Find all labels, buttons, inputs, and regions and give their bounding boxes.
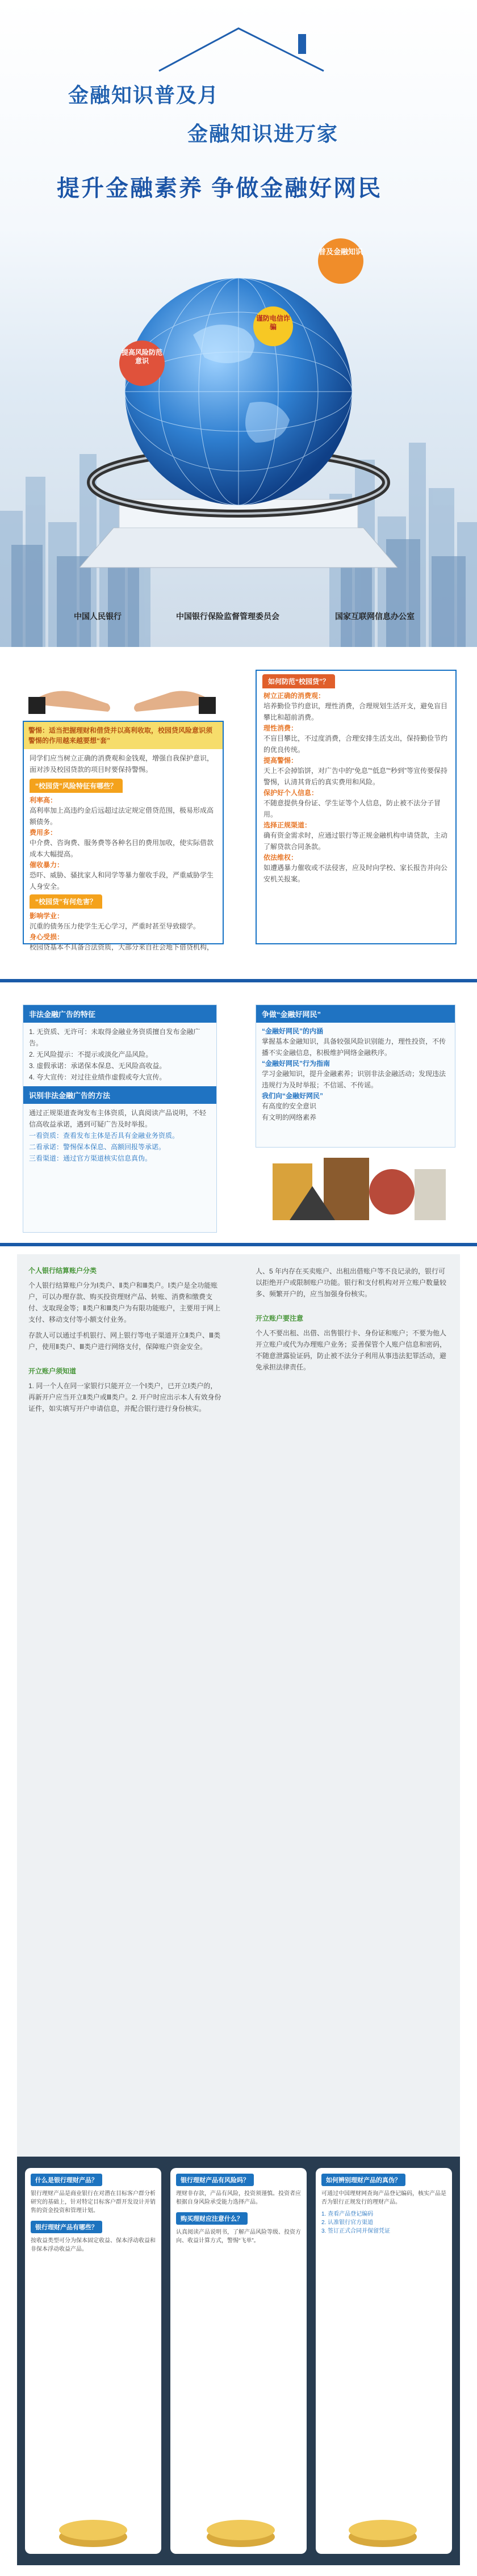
p6-text: 如遭遇暴力催收或不法侵害，应及时向学校、家长报告并向公安机关报案。 [263,864,448,883]
s2-heading: 开立账户须知道 [28,1367,77,1375]
coins-illustration [25,2497,452,2554]
h1-heading: 影响学业： [30,912,64,920]
p5-heading: 选择正规渠道： [263,821,312,829]
issuer-pboc: 中国人民银行 [74,612,122,621]
q1-tab: “校园贷”风险特征有哪些？ [30,779,123,793]
c1-text: 银行理财产品是商业银行在对潜在目标客户群分析研究的基础上，针对特定目标客户群开发设计并销售的资金投资和管理计划。 [31,2191,156,2214]
identify-step: 三看渠道：通过官方渠道核实信息真伪。 [29,1154,152,1162]
illegal-ad-item: 4. 夸大宣传：对过往业绩作虚假或夸大宣传。 [29,1073,166,1081]
p4-text: 不随意提供身份证、学生证等个人信息，防止被不法分子冒用。 [263,799,441,818]
pointing-hands-icon [28,670,216,721]
c3-list-item: 1. 查看产品登记编码 [321,2211,374,2217]
r3-heading: 我们向“金融好网民” [262,1092,324,1100]
netizen-right-card [256,1005,455,1148]
bubble-risk: 提高风险防范意识 [119,341,165,386]
h2-text: 校园贷基本不具备合法资质，大部分来自社会地下借贷机构， [30,943,214,951]
illegal-ad-heading: 非法金融广告的特征 [23,1005,216,1023]
campus-right-panel [256,670,457,944]
netizen-section [0,987,477,1237]
s1-text-2: 存款人可以通过手机银行、网上银行等电子渠道开立Ⅱ类户、Ⅲ类户，使用Ⅱ类户、Ⅲ类户进行网络支付，保障账户资金安全。 [28,1331,221,1351]
good-netizen-heading: 争做“金融好网民” [256,1005,455,1023]
p3-text: 天上不会掉馅饼，对广告中的“免息”“低息”“秒到”等宣传要保持警惕，认清其背后的真实费用和风险。 [263,767,447,786]
h1-text: 沉重的债务压力使学生无心学习，严重时甚至导致辍学。 [30,922,200,930]
s1-heading: 个人银行结算账户分类 [28,1267,97,1275]
warning-banner: 警惕：适当把握理财和借贷并以高利收取，校园贷风险意识须警惕的作用越来越要想“套” [24,722,223,749]
p6-heading: 依法维权： [263,854,298,862]
c3-list-item: 3. 签订正式合同并保留凭证 [321,2228,391,2234]
hero-poster [0,0,477,647]
hero-title-1: 金融知识普及月 [68,83,220,107]
c1-text-2: 按收益类型可分为保本固定收益、保本浮动收益和非保本浮动收益产品。 [31,2238,156,2253]
p5-text: 确有资金需求时，应通过银行等正规金融机构申请贷款，主动了解贷款合同条款。 [263,831,448,851]
r3-item: 有文明的网络素养 [262,1113,317,1121]
bubble-fraud: 谨防电信诈骗 [253,306,293,346]
f3-heading: 催收暴力： [30,861,64,869]
wealth-card-2 [170,2168,307,2554]
identify-text: 通过正规渠道查询发布主体资质，认真阅读产品说明，不轻信高收益承诺，遇到可疑广告及时举报。 [29,1109,207,1128]
intro-text: 同学们应当树立正确的消费观和金钱观，增强自我保护意识，面对涉及校园贷款的项目时要保持警惕。 [30,754,214,774]
spacer [0,953,477,976]
r1-text: 掌握基本金融知识，具备较强风险识别能力，理性投资，不传播不实金融信息，积极维护网络金融秩序。 [262,1037,446,1057]
p1-text: 培养勤俭节约意识，理性消费，合理规划生活开支，避免盲目攀比和超前消费。 [263,702,448,721]
r2-text: 学习金融知识，提升金融素养；识别非法金融活动；发现违法违规行为及时举报；不信谣、不传谣。 [262,1070,446,1089]
s2-text: 1. 同一个人在同一家银行只能开立一个Ⅰ类户，已开立Ⅰ类户的，再新开户应当开立Ⅱ类户或Ⅲ类户。2. 开户时应出示本人有效身份证件，如实填写开户申请信息，并配合银行进行身份核实。 [28,1382,221,1413]
accounts-right [256,1254,449,1373]
q2-tab: “校园贷”有何危害？ [30,894,102,909]
p2-heading: 理性消费： [263,724,298,732]
q3-tab: 如何防范“校园贷”？ [262,674,335,688]
c2-heading-2: 购买理财应注意什么？ [176,2212,248,2225]
hero-title-2: 金融知识进万家 [187,122,339,145]
campus-loan-section [0,647,477,953]
c2-text-2: 认真阅读产品说明书，了解产品风险等级、投资方向、收益计算方式，警惕“飞单”。 [176,2229,301,2244]
f1-text: 高利率加上高违约金后远超过法定规定借贷范围，极易形成高额债务。 [30,806,214,826]
identify-step: 一看资质：查看发布主体是否具有金融业务资质。 [29,1132,179,1140]
s3-text: 人、5 年内存在买卖账户、出租出借账户等不良记录的，银行可以拒绝开户或限制账户功能。银行和支付机构对开立账户数量较多、频繁开户的，应当加强身份核实。 [256,1267,447,1298]
c1-heading-2: 银行理财产品有哪些？ [31,2221,102,2233]
p2-text: 不盲目攀比，不过度消费，合理安排生活支出，保持勤俭节约的优良传统。 [263,734,448,754]
fraud-collage-graphic [267,1152,449,1232]
illegal-ad-item: 1. 无资质、无许可：未取得金融业务资质擅自发布金融广告。 [29,1028,200,1047]
wealth-card-3 [316,2168,452,2554]
s4-text: 个人不要出租、出借、出售银行卡、身份证和账户；不要为他人开立账户或代为办理账户业务；妥善保管个人账户信息和密码，不随意泄露验证码，防止被不法分子利用从事违法犯罪活动，避免承担法律责任。 [256,1329,447,1371]
issuer-row [0,611,477,633]
p3-heading: 提高警惕： [263,757,298,764]
bubble-popularize: 普及金融知识 [318,238,363,284]
s4-heading: 开立账户要注意 [256,1314,304,1322]
identify-heading: 识别非法金融广告的方法 [23,1086,216,1104]
s1-text: 个人银行结算账户分为Ⅰ类户、Ⅱ类户和Ⅲ类户。Ⅰ类户是全功能账户，可以办理存款、购买投资理财产品、转账、消费和缴费支付、支取现金等；Ⅱ类户和Ⅲ类户为有限功能账户，主要用于网上支付、移动支付等小额支付业务。 [28,1281,221,1323]
r2-heading: “金融好网民”行为指南 [262,1060,330,1068]
accounts-left [28,1254,221,1414]
hero-slogan: 提升金融素养 争做金融好网民 [57,176,383,201]
f3-text: 恐吓、威胁、骚扰家人和同学等暴力催收手段，严重威胁学生人身安全。 [30,871,214,890]
netizen-left-card [23,1005,217,1233]
f2-text: 中介费、咨询费、服务费等各种名目的费用加收，使实际借款成本大幅提高。 [30,839,214,858]
p4-heading: 保护好个人信息： [263,789,319,797]
h2-heading: 身心受损： [30,933,64,941]
section3-top-rule [0,979,477,982]
globe-laptop-graphic [80,233,398,573]
c2-heading: 银行理财产品有风险吗？ [176,2174,254,2186]
r1-heading: “金融好网民”的内涵 [262,1027,324,1035]
accounts-section [17,1254,460,2157]
r3-item: 有高度的安全意识 [262,1102,317,1110]
c3-heading: 如何辨别理财产品的真伪？ [321,2174,405,2186]
identify-step: 二看承诺：警惕保本保息、高额回报等承诺。 [29,1143,166,1151]
c3-list-item: 2. 认准银行官方渠道 [321,2220,374,2226]
issuer-cac: 国家互联网信息办公室 [335,612,415,621]
section3-bottom-rule [0,1243,477,1246]
c2-text: 理财非存款，产品有风险，投资须谨慎。投资者应根据自身风险承受能力选择产品。 [176,2191,301,2205]
p1-heading: 树立正确的消费观： [263,692,325,700]
wealth-card-1 [25,2168,161,2554]
house-roof-icon [153,23,358,74]
f1-heading: 利率高： [30,796,57,804]
issuer-cbirc: 中国银行保险监督管理委员会 [176,612,279,621]
wealth-section [17,2157,460,2565]
c3-text: 可通过中国理财网查询产品登记编码，核实产品是否为银行正规发行的理财产品。 [321,2191,446,2205]
f2-heading: 费用多： [30,829,57,837]
campus-left-panel [23,721,224,951]
illegal-ad-item: 3. 虚假承诺：承诺保本保息、无风险高收益。 [29,1062,166,1070]
c1-heading: 什么是银行理财产品？ [31,2174,102,2186]
illegal-ad-item: 2. 无风险提示：不提示或淡化产品风险。 [29,1050,153,1058]
